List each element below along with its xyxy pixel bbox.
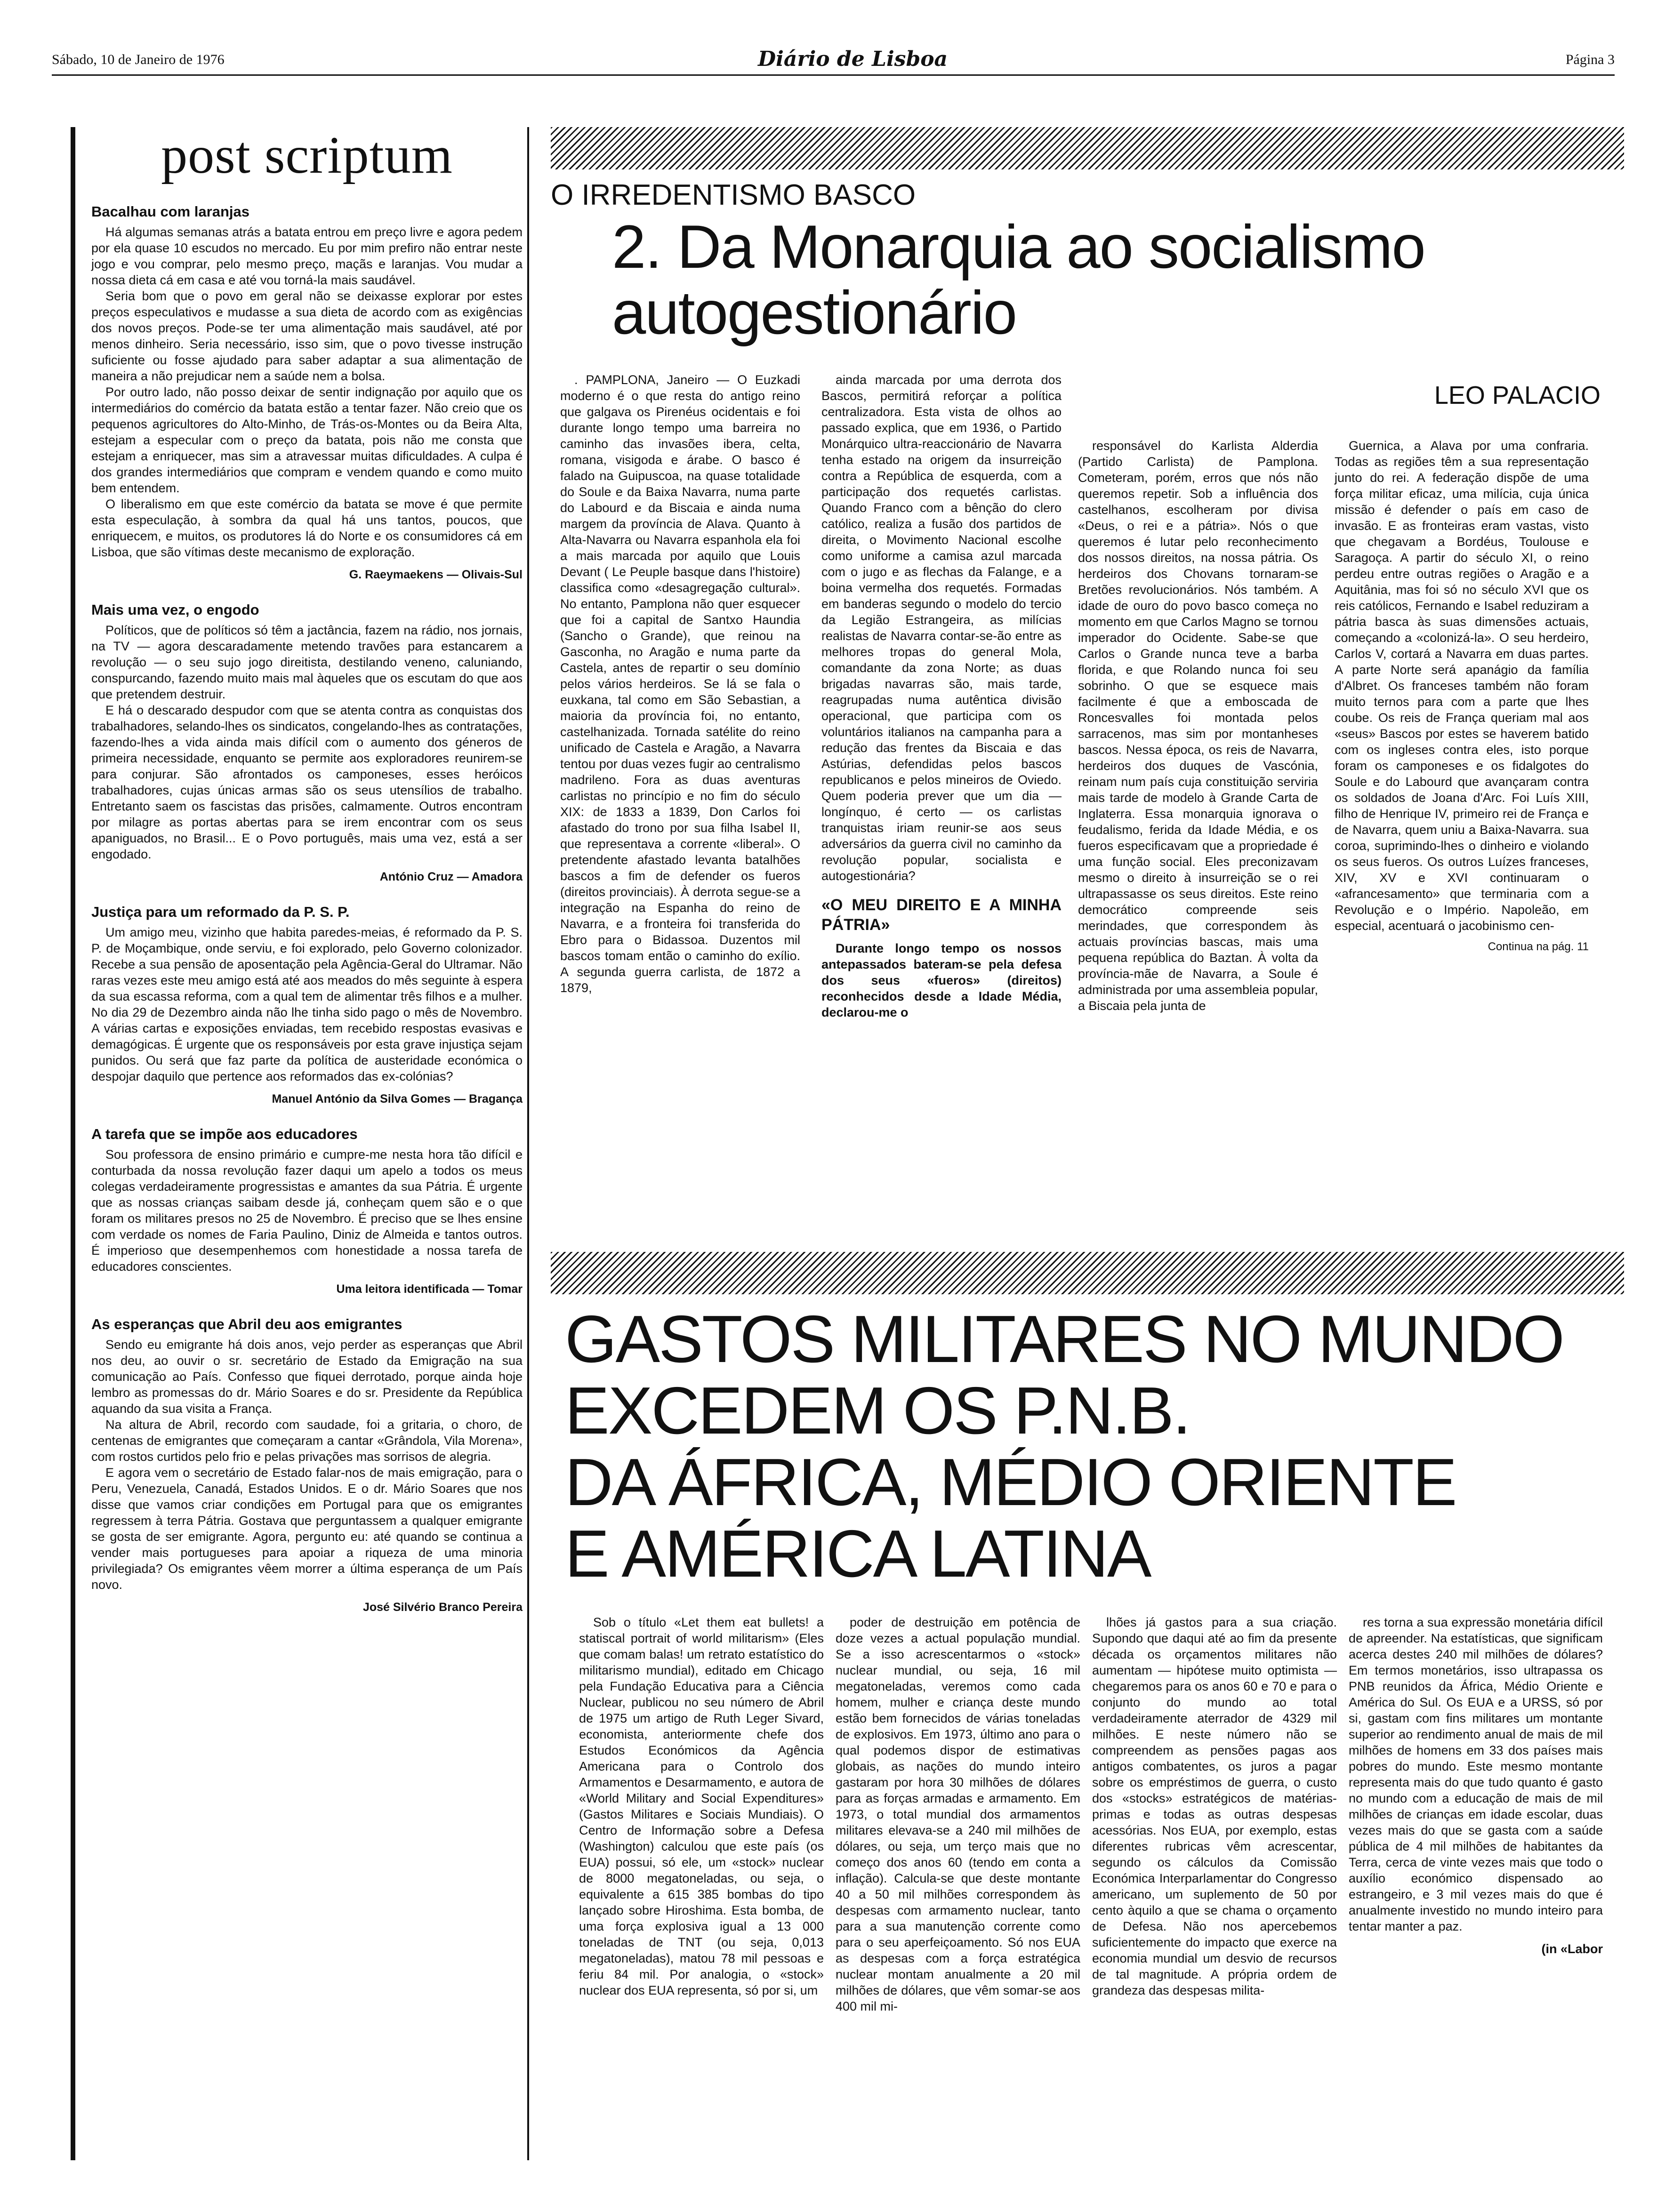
article-column [560,372,800,996]
article-column [821,372,1062,1020]
issue-date: Sábado, 10 de Janeiro de 1976 [52,52,225,67]
article-column [1349,1614,1603,1956]
letter-paragraph: E agora vem o secretário de Estado falar-nos de mais emigração, para o Peru, Venezuela, Canadá, Estados Unidos. E o dr. Mário Soares que nos disse que vamos criar condições em Portugal para que os emigrantes regressem à terra Pátria. Gostava que perguntassem a qualquer emigrante se gosta de ser emigrante. Agora, pergunto eu: até quando se continua a vender mais portugueses para apoiar a riqueza de uma minoria privilegiada? Os emigrantes vêem morrer a última esperança de um País novo. [91,1466,523,1592]
letter-educadores [91,1125,523,1297]
article-paragraph: Durante longo tempo os nossos antepassados bateram-se pela defesa dos seus «fueros» (direitos) reconhecidos desde a Idade Média, declarou-me o [821,941,1062,1019]
article-headline [612,214,1624,345]
headline-line: autogestionário [612,278,1016,347]
letter-signature: António Cruz — Amadora [379,870,523,883]
letter-heading: Mais uma vez, o engodo [91,601,259,618]
article-column [1335,438,1589,954]
military-spending-article [551,1252,1624,2160]
article-paragraph: . PAMPLONA, Janeiro — O Euzkadi moderno é o que resta do antigo reino que galgava os Pirenéus ocidentais e foi durante longo tempo uma barreira no caminho das invasões ibera, celta, romana, visigoda e árabe. O basco é falado na Guipuscoa, na quase totalidade do Soule e da Baixa Navarra, numa parte do Labourd e da Biscaia e ainda numa margem da província de Alava. Quanto à Alta-Navarra ou Navarra espanhola ela foi a mais marcada por aquilo que Louis Devant ( Le Peuple basque dans l'histoire) classifica como «desagregação cultural». No entanto, Pamplona não quer esquecer que foi a capital de Santxo Haundia (Sancho o Grande), que reinou na Gasconha, no Aragão e numa parte da Castela, antes de repartir o seu domínio pelos vários herdeiros. Se lá se fala o euxkana, tal como em São Sebastian, a maioria da província foi, no entanto, castelhanizada. Tornada satélite do reino unificado de Castela e Aragão, a Navarra tentou por duas vezes fugir ao centralismo madrileno. Fora as duas aventuras carlistas no princípio e no fim do século XIX: de 1833 a 1839, Don Carlos foi afastado do trono por sua filha Isabel II, que representava a corrente «liberal». O pretendente afastado levanta batalhões bascos a fim de defender os fueros (direitos provinciais). À derrota segue-se a integração na Espanha do reino de Navarra, e a fronteira foi transferida do Ebro para o Bidassoa. Duzentos mil bascos tomam então o caminho do exílio. A segunda guerra carlista, de 1872 a 1879, [560,373,800,995]
article-paragraph: poder de destruição em potência de doze vezes a actual população mundial. Se a isso acrescentarmos o «stock» nuclear mundial, ou seja, 16 mil megatoneladas, veremos como cada homem, mulher e criança deste mundo estão bem fornecidos de várias toneladas de explosivos. Em 1973, último ano para o qual podemos dispor de estimativas globais, as nações do mundo inteiro gastaram por hora 30 milhões de dólares para as forças armadas e armamento. Em 1973, o total mundial dos armamentos militares elevava-se a 240 mil milhões de dólares, ou seja, um terço mais que no começo dos anos 60 (tendo em conta a inflação). Calcula-se que deste montante 40 a 50 mil milhões correspondem às despesas com armamento nuclear, tanto para a sua manutenção corrente como para o seu aperfeiçoamento. Só nos EUA as despesas com a força estratégica nuclear montam anualmente a 20 mil milhões de dólares, que vêm somar-se aos 400 mil mi- [836,1615,1080,2013]
article-paragraph: lhões já gastos para a sua criação. Supondo que daqui até ao fim da presente década os orçamentos militares não aumentam — hipótese muito optimista — chegaremos para os anos 60 e 70 e para o conjunto do mundo ao total verdadeiramente aterrador de 4329 mil milhões. E neste número não se compreendem as pensões pagas aos antigos combatentes, os juros a pagar sobre os empréstimos de guerra, o custo dos «stocks» estratégicos de matérias-primas e todas as outras despesas acessórias. Nos EUA, por exemplo, estas diferentes rubricas vêm acrescentar, segundo os cálculos da Comissão Económica Interparlamentar do Congresso americano, um suplemento de 50 por cento àquilo a que se chama o orçamento de Defesa. Não nos apercebemos suficientemente do impacto que exerce na economia mundial um desvio de recursos de tal magnitude. A própria ordem de grandeza das despesas milita- [1092,1615,1337,1997]
headline-line: DA ÁFRICA, MÉDIO ORIENTE [565,1445,1456,1520]
letter-heading: As esperanças que Abril deu aos emigrantes [91,1316,402,1332]
letter-psp [91,903,523,1107]
masthead-rule [52,74,1615,76]
letter-paragraph: O liberalismo em que este comércio da batata se move é que permite esta especulação, à sombra da qual há uns tantos, poucos, que enriquecem, e muitos, os produtores lá do Norte e os consumidores cá em Lisboa, que são vítimas deste mecanismo de exploração. [91,497,523,559]
article-headline [565,1304,1629,1590]
newspaper-title: Diário de Lisboa [758,47,948,71]
letter-paragraph: E há o descarado despudor com que se atenta contra as conquistas dos trabalhadores, selando-lhes os sindicatos, congelando-lhes as contratações, fazendo-lhes a vida ainda mais difícil com o aumento dos géneros de primeira necessidade, enquanto se permite aos exploradores reunirem-se para conjurar. São afrontados os camponeses, esses heróicos trabalhadores, cujas únicas armas são os seus utensílios de trabalho. Entretanto saem os fascistas das prisões, calmamente. Outros encontram por milagre as portas abertas para se irem encontrar com os seus apaniguados, no Brasil... E o Povo português, mais uma vez, está a ser engodado. [91,703,523,861]
letter-emigrantes [91,1315,523,1615]
letter-paragraph: Seria bom que o povo em geral não se deixasse explorar por estes preços especulativos e mudasse a sua dieta de acordo com as exigências dos novos preços. Pode-se ter uma alimentação mais saudável, até por menos dinheiro. Seria necessário, isso sim, que o povo tivesse instrução suficiente ou fosse ajudado para saber adaptar a sua alimentação de maneira a não prejudicar nem a saúde nem a bolsa. [91,289,523,383]
letter-paragraph: Políticos, que de políticos só têm a jactância, fazem na rádio, nos jornais, na TV — agora descaradamente metendo travões para estancarem a revolução — o seu sujo jogo direitista, destilando veneno, caluniando, conspurcando, fazendo muito mais mal àqueles que os escutam do que aos que pretendem destruir. [91,623,523,701]
headline-line: GASTOS MILITARES NO MUNDO [565,1302,1564,1377]
article-column [579,1614,824,1998]
page-number: Página 3 [1565,52,1615,67]
hatched-banner [551,1252,1624,1294]
letter-bacalhau [91,202,523,583]
article-column [1078,438,1318,1014]
article-paragraph: ainda marcada por uma derrota dos Bascos, permitirá reforçar a política centralizadora. Esta vista de olhos ao passado explica, que em 1936, o Partido Monárquico ultra-reaccionário de Navarra tenha estado na origem da insurreição contra a República de esquerda, com a participação dos requetés carlistas. Quando Franco com a bênção do clero católico, realiza a fusão dos partidos de direita, o Movimento Nacional escolhe como uniforme a camisa azul marcada com o jugo e as flechas da Falange, e a boina vermelha dos requetés. Formadas em banderas segundo o modelo do tercio da Legião Estrangeira, as milícias realistas de Navarra contar-se-ão entre as melhores tropas do general Mola, comandante da zona Norte; as duas brigadas navarras são, mais tarde, reagrupadas numa autêntica divisão operacional, que participa com os voluntários italianos na campanha para a redução das frentes da Biscaia e das Astúrias, defendidas pelos bascos republicanos e pelos mineiros de Oviedo. Quem poderia prever que um dia — longínquo, é certo — os carlistas tranquistas iriam reunir-se aos seus adversários da guerra civil no caminho da revolução popular, socialista e autogestionária? [821,373,1062,883]
post-scriptum-title: post scriptum [161,126,453,184]
hatched-banner [551,127,1624,169]
letter-paragraph: Por outro lado, não posso deixar de sentir indignação por aquilo que os intermediários do comércio da batata estão a tentar fazer. Não creio que os pequenos agricultores do Alto-Minho, de Trás-os-Montes ou da Beira Alta, estejam a especular com o preço da batata, pois não me consta que estejam a enriquecer, mas sim a atravessar muitas dificuldades. A culpa é dos grandes intermediários que compram e vendem quando e como muito bem entendem. [91,385,523,495]
letter-paragraph: Um amigo meu, vizinho que habita paredes-meias, é reformado da P. S. P. de Moçambique, onde serviu, e foi explorado, pelo Governo colonizador. Recebe a sua pensão de aposentação pela Agência-Geral do Ultramar. Não raras vezes este meu amigo está até aos meados do mês seguinte à espera da sua escassa reforma, com a qual tem de alimentar três filhos e a mulher. No dia 29 de Dezembro ainda não lhe tinha sido pago o mês de Novembro. A várias cartas e exposições enviadas, tem recebido respostas evasivas e demagógicas. É urgente que os responsáveis por esta grave injustiça sejam punidos. Ou será que faz parte da política de austeridade económica o despojar daquilo que pertence aos reformados das ex-colónias? [91,925,523,1083]
article-paragraph: responsável do Karlista Alderdia (Partido Carlista) de Pamplona. Cometeram, porém, erros que nós não queremos repetir. Sob a influência dos castelhanos, escolheram por divisa «Deus, o rei e a pátria». Nós o que queremos é lutar pelo reconhecimento dos nossos direitos, na nossa pátria. Os herdeiros dos Chovans tornaram-se Bretões revolucionários. Nós também. A idade de ouro do povo basco começa no momento em que Carlos Magno se tornou imperador do Ocidente. Sabe-se que Carlos o Grande nunca teve a barba florida, e que Rolando nunca foi seu sobrinho. O que se esquece mais facilmente é que a emboscada de Roncesvalles foi montada pelos sarracenos, mas sim por montanheses bascos. Nessa época, os reis de Navarra, herdeiros dos duques de Vascónia, reinam num país cuja constituição serviria mais tarde de modelo à Grande Carta de Inglaterra. Essa monarquia ignorava o feudalismo, ferida da Idade Média, e os fueros especificavam que a propriedade é uma função social. Eles preconizavam mesmo o direito à insurreição se o rei ultrapassasse os seus direitos. Este reino democrático compreende seis merindades, que correspondem às actuais províncias bascas, mais uma pequena república do Baztan. À volta da província-mãe de Navarra, a Soule é administrada por uma assembleia popular, a Biscaia pela junta de [1078,439,1318,1013]
headline-line: 2. Da Monarquia ao socialismo [612,212,1425,281]
letter-heading: Bacalhau com laranjas [91,203,249,220]
letter-paragraph: Há algumas semanas atrás a batata entrou em preço livre e agora pedem por ela quase 10 escudos no mercado. Eu por mim prefiro não entrar neste jogo e vou comprar, pelo mesmo preço, maçãs e laranjas. Vou mudar a nossa dieta cá em casa e até vou torná-la mais saudável. [91,225,523,287]
article-paragraph: res torna a sua expressão monetária difícil de apreender. Na estatísticas, que significam acerca destes 240 mil milhões de dólares? Em termos monetários, isso ultrapassa os PNB reunidos da África, Médio Oriente e América do Sul. Os EUA e a URSS, só por si, gastam com fins militares um montante superior ao rendimento anual de mais de mil milhões de homens em 33 dos países mais pobres do mundo. Este mesmo montante representa mais do que tudo quanto é gasto no mundo com a educação de mais de mil milhões de crianças em idade escolar, duas vezes mais do que se gasta com a saúde pública de 4 mil milhões de habitantes da Terra, cerca de vinte vezes mais que todo o auxílio económico dispensado ao estrangeiro, e 3 mil vezes mais do que é anualmente investido no mundo inteiro para tentar manter a paz. [1349,1615,1603,1933]
letter-signature: G. Raeymaekens — Olivais-Sul [349,568,523,581]
letter-paragraph: Sendo eu emigrante há dois anos, vejo perder as esperanças que Abril nos deu, ao ouvir o sr. secretário de Estado da Emigração na sua comunicação ao País. Confesso que fiquei derrotado, porque ainda hoje lembro as promessas do dr. Mário Soares e do sr. Presidente da República aquando da sua visita a França. [91,1338,523,1416]
basque-article [551,127,1624,1228]
letter-signature: Uma leitora identificada — Tomar [336,1282,523,1296]
source-credit: (in «Labor [1541,1942,1603,1956]
letter-signature: Manuel António da Silva Gomes — Bragança [272,1092,523,1106]
article-column [1092,1614,1337,1998]
letter-heading: A tarefa que se impõe aos educadores [91,1126,358,1142]
letter-paragraph: Na altura de Abril, recordo com saudade, foi a gritaria, o choro, de centenas de emigrantes que começaram a cantar «Grândola, Vila Morena», com rostos curtidos pelo frio e pelas privações mas sorrisos de alegria. [91,1418,523,1464]
headline-line: E AMÉRICA LATINA [565,1516,1150,1591]
letter-signature: José Silvério Branco Pereira [362,1601,523,1614]
post-scriptum-column [71,127,523,2160]
column-divider [527,127,529,2160]
masthead [52,47,1615,80]
article-paragraph: Guernica, a Alava por uma confraria. Todas as regiões têm a sua representação junto do rei. A federação dispõe de uma força militar eficaz, uma milícia, cuja única missão é defender o país em caso de invasão. E as fronteiras eram vastas, visto que chegavam a Bordéus, Toulouse e Saragoça. A partir do século XI, o reino perdeu entre outras regiões o Aragão e a Aquitânia, mas foi só no século XVI que os reis católicos, Fernando e Isabel reduziram a pátria basca às suas dimensões actuais, começando a «colonizá-la». O seu herdeiro, Carlos V, cortará a Navarra em duas partes. A parte Norte será apanágio da família d'Albret. Os franceses também não foram muito ternos para com a parte que lhes coube. Os reis de França queriam mal aos «seus» Bascos por estes se haverem batido com os ingleses contra eles, isto porque foram os camponeses e os fidalgotes do Soule e do Labourd que avançaram contra os soldados de Joana d'Arc. Foi Luís XIII, filho de Henrique IV, primeiro rei de França e de Navarra, quem uniu a Baixa-Navarra. sua coroa, suprimindo-lhes o dinheiro e violando os seus fueros. Os outros Luízes franceses, XIV, XV e XVI continuaram o «afrancesamento» que terminaria com a Revolução e o Império. Napoleão, em especial, acentuará o jacobinismo cen- [1335,439,1589,933]
article-kicker: O IRREDENTISMO BASCO [551,179,916,211]
headline-line: EXCEDEM OS P.N.B. [565,1373,1190,1448]
article-paragraph: Sob o título «Let them eat bullets! a statiscal portrait of world militarism» (Eles que comam balas! um retrato estatístico do militarismo mundial), editado em Chicago pela Fundação Educativa para a Ciência Nuclear, publicou no seu número de Abril de 1975 um artigo de Ruth Leger Sivard, economista, anteriormente chefe dos Estudos Económicos da Agência Americana para o Controlo dos Armamentos e Desarmamento, e autora de «World Military and Social Expenditures» (Gastos Militares e Sociais Mundiais). O Centro de Informação sobre a Defesa (Washington) calculou que este país (os EUA) possui, só ele, um «stock» nuclear de 8000 megatoneladas, ou seja, o equivalente a 615 385 bombas do tipo lançado sobre Hiroshima. Esta bomba, de uma força explosiva igual a 13 000 toneladas de TNT (ou seja, 0,013 megatoneladas), matou 78 mil pessoas e feriu 84 mil. Por analogia, o «stock» nuclear dos EUA representa, só por si, um [579,1615,824,1997]
letter-paragraph: Sou professora de ensino primário e cumpre-me nesta hora tão difícil e conturbada da nossa revolução fazer daqui um apelo a todos os meus colegas verdadeiramente progressistas e amantes da sua Pátria. É urgente que as nossas crianças saibam desde já, conheçam quem são e o que foram os militares presos no 25 de Novembro. É preciso que se lhes ensine com verdade os nomes de Faria Paulino, Diniz de Almeida e tantos outros. É imperioso que desempenhemos com honestidade a nossa tarefa de educadores conscientes. [91,1147,523,1274]
article-author: LEO PALACIO [1434,381,1601,409]
article-subheading: «O MEU DIREITO E A MINHA PÁTRIA» [821,896,1062,934]
article-column [836,1614,1080,2014]
letter-heading: Justiça para um reformado da P. S. P. [91,904,350,920]
continued-note: Continua na pág. 11 [1488,940,1589,953]
letter-engodo [91,601,523,885]
